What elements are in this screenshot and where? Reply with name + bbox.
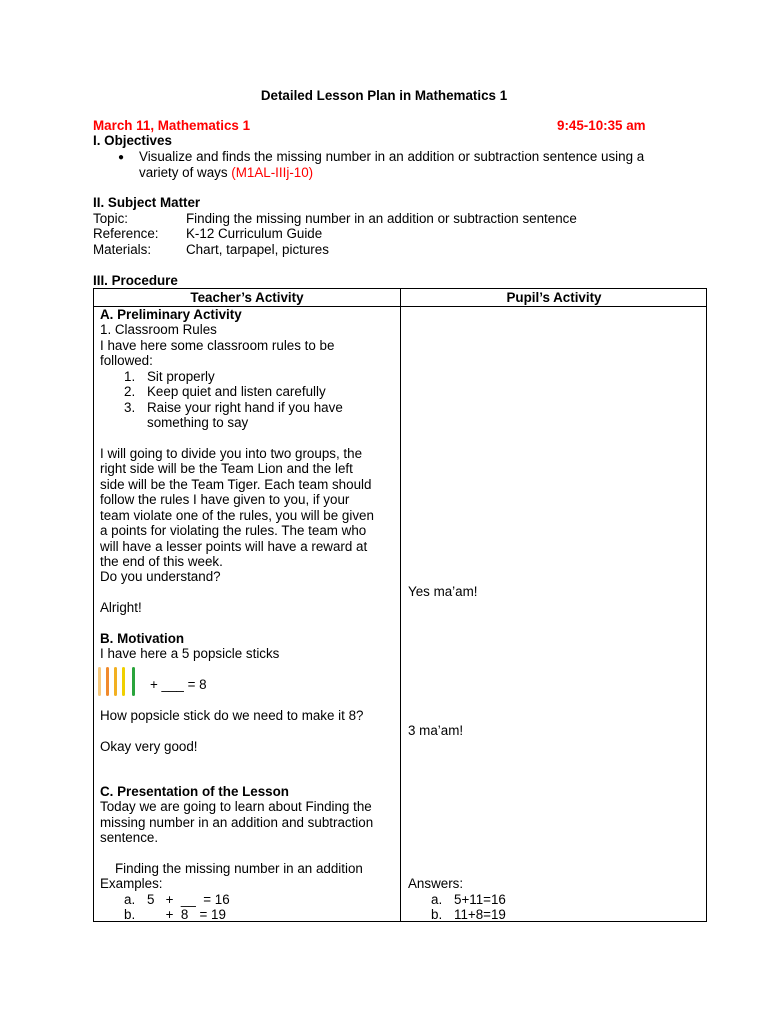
example-b-text: __ + 8 = 19 (147, 907, 226, 922)
presentation-line: missing number in an addition and subtraction (100, 815, 374, 830)
pupil-column-header: Pupil’s Activity (506, 290, 602, 305)
teacher-column-header: Teacher’s Activity (190, 290, 304, 305)
answer-b-letter: b. (431, 907, 443, 922)
presentation-heading: C. Presentation of the Lesson (100, 784, 289, 799)
question-understand: Do you understand? (100, 569, 221, 584)
rule-1-text: Sit properly (147, 369, 215, 384)
rule-3-text-2: something to say (147, 415, 249, 430)
popsicle-stick-icon (98, 667, 101, 696)
objective-code: (M1AL-IIIj-10) (231, 165, 314, 180)
rule-2-text: Keep quiet and listen carefully (147, 384, 326, 399)
rule-1-number: 1. (124, 369, 136, 384)
groups-paragraph-line: a points for violating the rules. The team who (100, 523, 367, 538)
answer-a-letter: a. (431, 892, 443, 907)
finding-line: Finding the missing number in an addition (115, 861, 363, 876)
rules-intro-1: I have here some classroom rules to be (100, 338, 335, 353)
example-a-letter: a. (124, 892, 136, 907)
popsicle-stick-icon (114, 667, 117, 696)
pupil-reply-2: 3 ma’am! (408, 723, 464, 738)
popsicle-stick-icon (106, 667, 109, 696)
objectives-heading: I. Objectives (93, 133, 172, 148)
groups-paragraph-line: team violate one of the rules, you will be given (100, 508, 374, 523)
presentation-line: sentence. (100, 830, 159, 845)
materials-value: Chart, tarpapel, pictures (186, 242, 329, 257)
example-a-text: 5 + __ = 16 (147, 892, 230, 907)
groups-paragraph-line: right side will be the Team Lion and the left (100, 461, 353, 476)
popsicle-stick-icon (132, 667, 135, 696)
reference-label: Reference: (93, 226, 159, 241)
rule-3-text-1: Raise your right hand if you have (147, 400, 343, 415)
rule-2-number: 2. (124, 384, 136, 399)
question-popsicle: How popsicle stick do we need to make it 8? (100, 708, 364, 723)
groups-paragraph-line: side will be the Team Tiger. Each team should (100, 477, 372, 492)
objective-line-2 (139, 165, 313, 180)
materials-label: Materials: (93, 242, 152, 257)
objective-line-1: Visualize and finds the missing number in an addition or subtraction sentence using a (139, 149, 645, 164)
procedure-heading: III. Procedure (93, 273, 178, 288)
motivation-equation: + ___ = 8 (150, 677, 207, 692)
presentation-line: Today we are going to learn about Finding the (100, 799, 372, 814)
motivation-text: I have here a 5 popsicle sticks (100, 646, 280, 661)
groups-paragraph-line: will have a lesser points will have a reward at (100, 539, 368, 554)
alright-text: Alright! (100, 600, 142, 615)
document-title: Detailed Lesson Plan in Mathematics 1 (260, 88, 508, 103)
reference-value: K-12 Curriculum Guide (186, 226, 323, 241)
pupil-reply-1: Yes ma’am! (408, 584, 478, 599)
popsicle-stick-icon (122, 667, 125, 696)
topic-value: Finding the missing number in an addition or subtraction sentence (186, 211, 577, 226)
answer-a-text: 5+11=16 (454, 892, 506, 907)
groups-paragraph-line: the end of this week. (100, 554, 223, 569)
date-subject: March 11, Mathematics 1 (93, 118, 251, 133)
procedure-table (93, 288, 707, 922)
example-b-letter: b. (124, 907, 136, 922)
rule-3-number: 3. (124, 400, 136, 415)
lesson-time: 9:45-10:35 am (557, 118, 646, 133)
rules-title: 1. Classroom Rules (100, 322, 217, 337)
groups-paragraph-line: I will going to divide you into two groups, the (100, 446, 363, 461)
column-divider (400, 289, 401, 921)
motivation-heading: B. Motivation (100, 631, 185, 646)
examples-label: Examples: (100, 876, 163, 891)
praise-text: Okay very good! (100, 739, 198, 754)
bullet-icon: ● (118, 152, 125, 163)
objective-text: variety of ways (139, 165, 232, 180)
rules-intro-2: followed: (100, 353, 153, 368)
subject-matter-heading: II. Subject Matter (93, 195, 201, 210)
answer-b-text: 11+8=19 (454, 907, 506, 922)
groups-paragraph-line: follow the rules I have given to you, if your (100, 492, 350, 507)
topic-label: Topic: (93, 211, 128, 226)
answers-label: Answers: (408, 876, 464, 891)
preliminary-heading: A. Preliminary Activity (100, 307, 242, 322)
